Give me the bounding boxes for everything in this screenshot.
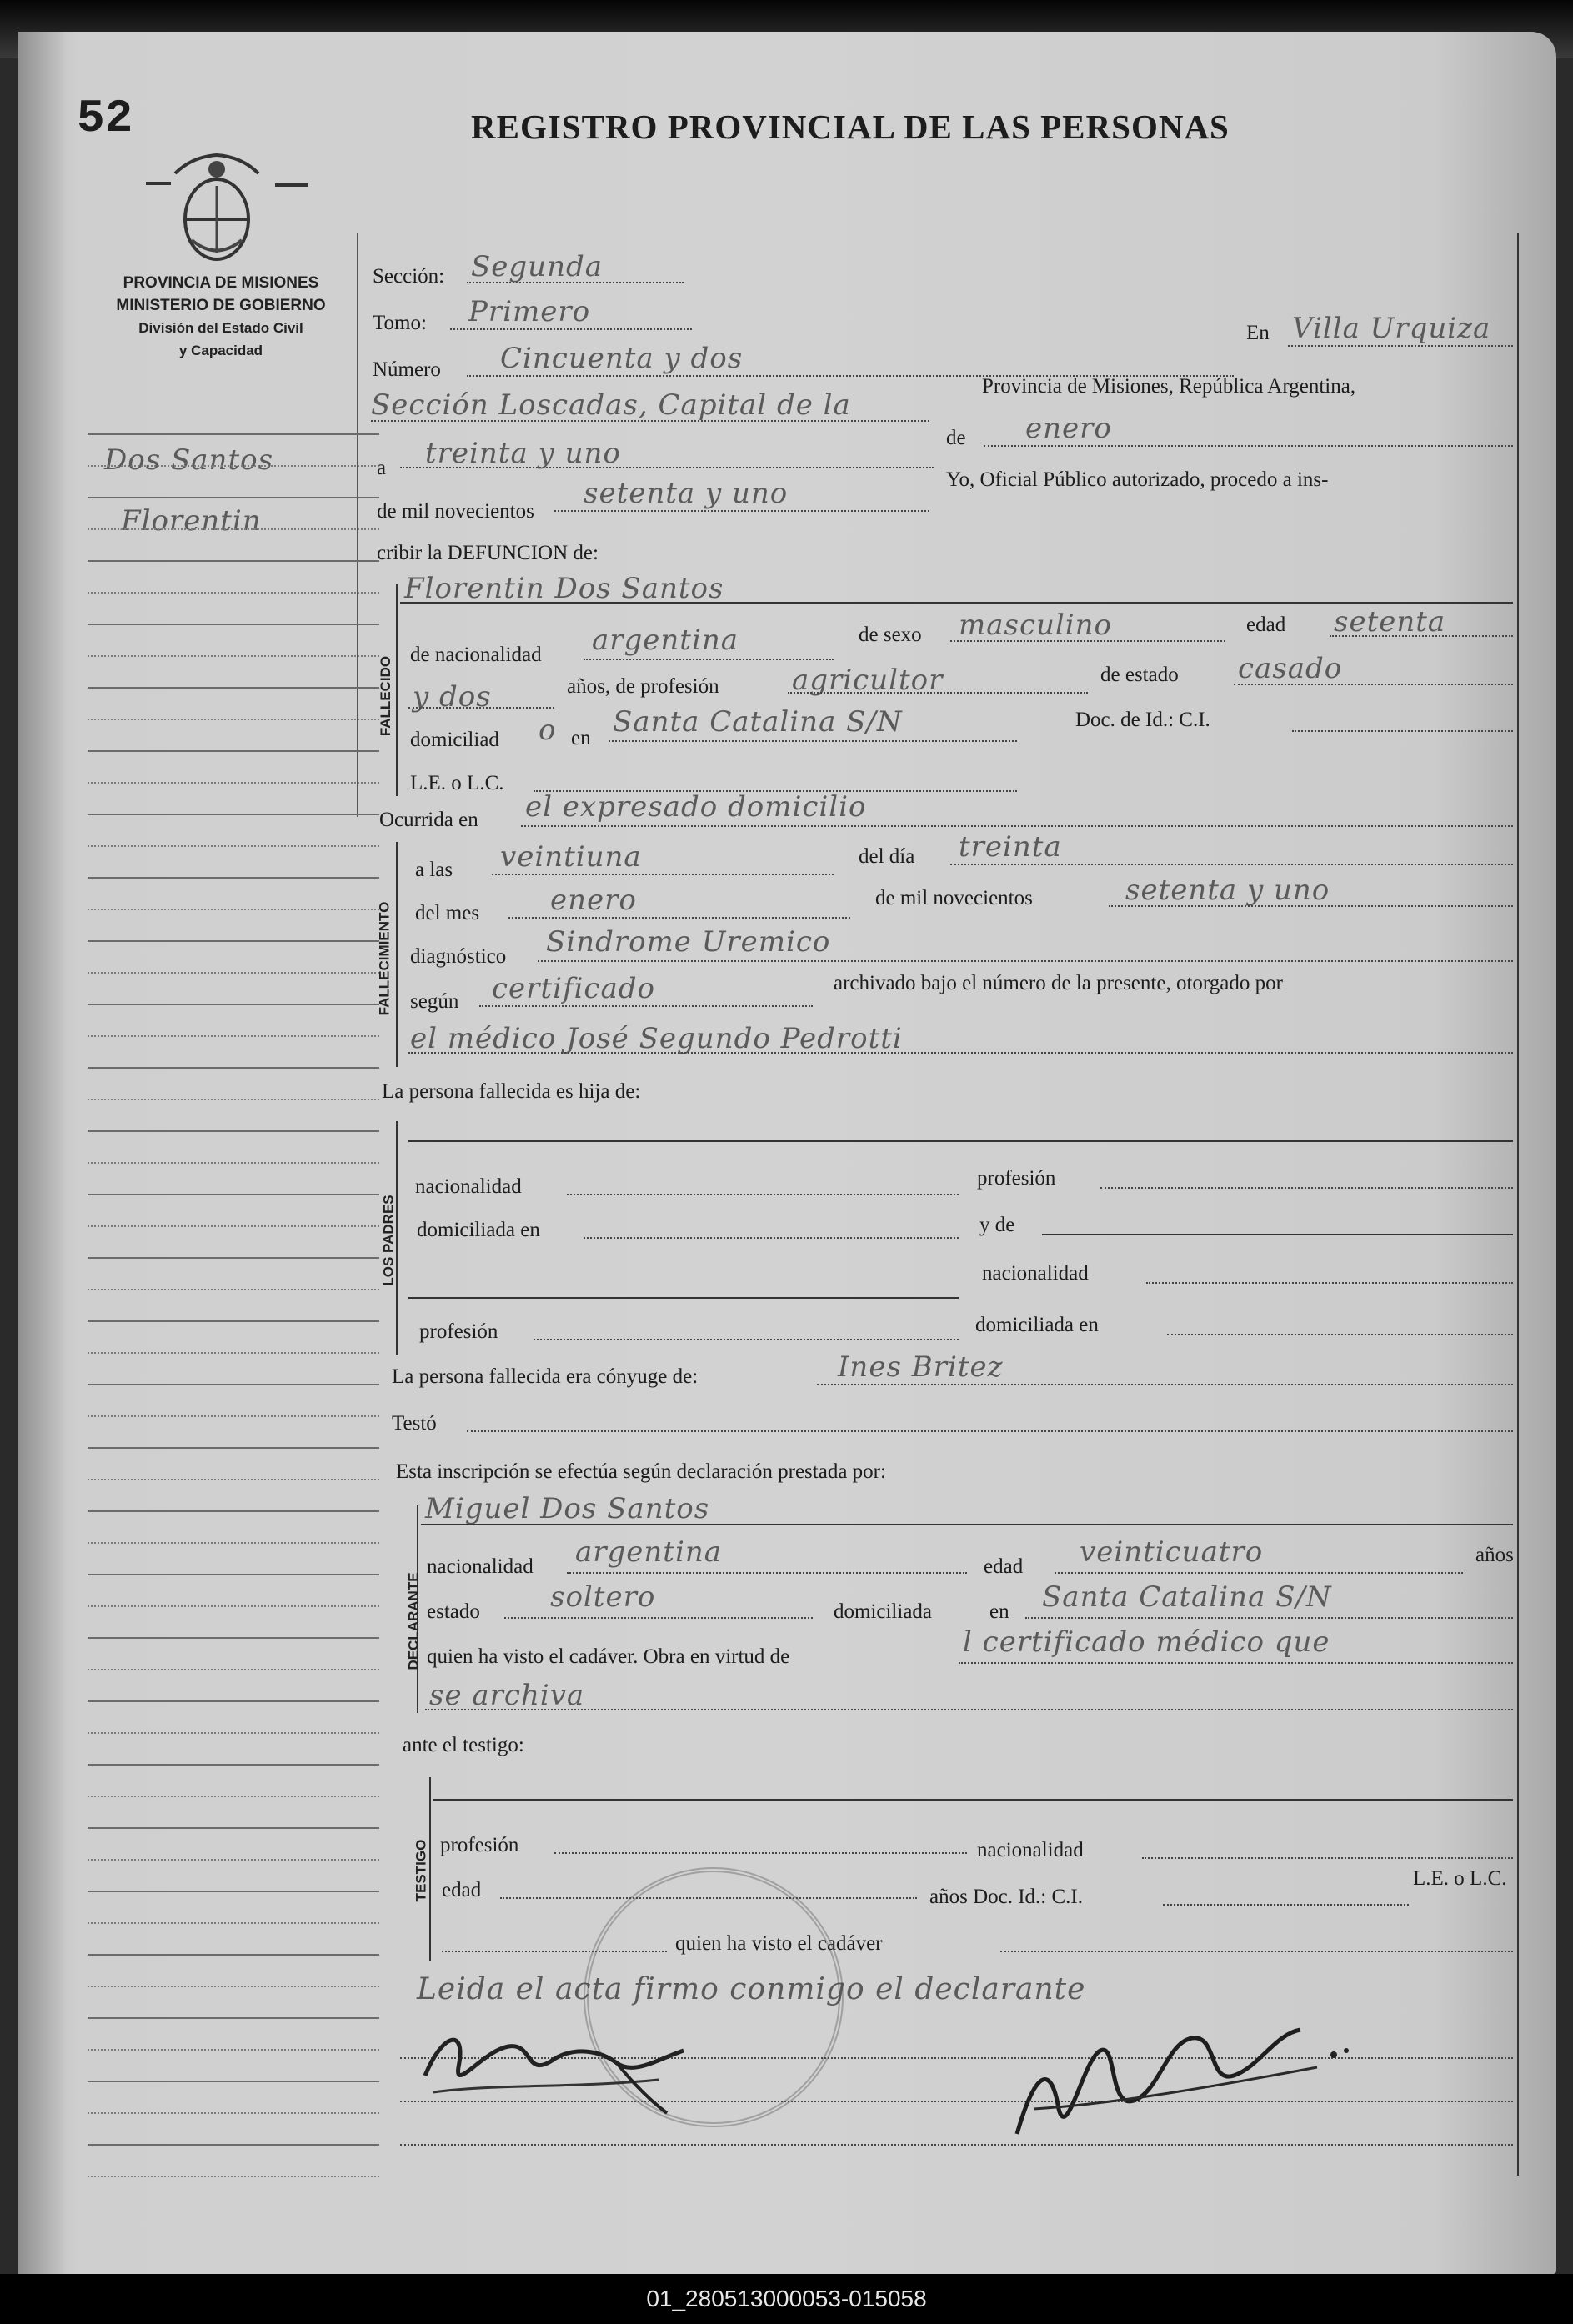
issuer-line2: MINISTERIO DE GOBIERNO [116,297,326,314]
margin-ledger-line [88,560,379,562]
label-nacionalidad: de nacionalidad [410,644,542,666]
margin-ledger-line [88,687,379,689]
margin-ledger-line [88,655,379,657]
dotline-ano [554,510,929,512]
label-seccion: Sección: [373,265,445,288]
dotline-d-estado [504,1617,813,1619]
value-leida: Leida el acta firmo conmigo el declarante [417,1972,1086,2006]
fallecido-border [396,584,398,796]
value-d-obra2: se archiva [429,1679,585,1712]
value-domiciliad-suffix: o [539,714,557,747]
value-nacionalidad: argentina [592,624,739,657]
margin-ledger-line [88,528,379,530]
label-d-visto: quien ha visto el cadáver. Obra en virtud de [427,1645,790,1668]
label-a: a [377,457,387,479]
margin-ledger-line [88,1447,379,1449]
margin-note-name: Florentin [121,504,262,538]
label-t-edad: edad [442,1879,482,1901]
label-de-mil2: de mil novecientos [875,887,1033,909]
dotline-ano-fall [1109,905,1513,907]
seal-ornament-right [275,183,308,187]
dotline-medico [408,1052,1513,1054]
label-del-mes: del mes [415,902,480,924]
side-label-declarante: DECLARANTE [405,1572,422,1670]
dotline-d-obra2 [425,1709,1513,1710]
dotline-hora [492,874,834,875]
margin-ledger-line [88,1605,379,1607]
margin-ledger-line [88,1986,379,1987]
label-ocurrida: Ocurrida en [379,809,478,831]
value-lugar: Villa Urquiza [1292,312,1491,345]
label-domiciliad: domiciliad [410,729,499,751]
value-ano: setenta y uno [584,477,789,510]
issuer-block [79,272,363,362]
dotline-edad2 [408,707,554,709]
side-label-testigo: TESTIGO [413,1839,429,1902]
label-p-nacionalidad2: nacionalidad [982,1262,1089,1285]
label-archivado: archivado bajo el número de la presente, otorgado por [834,972,1283,994]
label-cribir: cribir la DEFUNCION de: [377,542,599,564]
dotline-d-domicilio [1025,1617,1513,1619]
dotline-lugar [1288,345,1513,347]
dotline-d-edad [1055,1572,1463,1574]
dotline-t-doc [1163,1904,1409,1906]
margin-ledger-line [88,1067,379,1069]
fallecimiento-border [396,842,398,1067]
value-mes: enero [1025,412,1112,445]
dotline-p-nacionalidad [567,1194,959,1195]
margin-ledger-line [88,592,379,594]
value-d-edad: veinticuatro [1080,1535,1264,1569]
margin-ledger-line [88,1415,379,1417]
margin-ledger-line [88,1384,379,1385]
margin-ledger-line [88,2112,379,2114]
value-seccion: Segunda [471,250,604,283]
margin-ledger-line [88,1700,379,1702]
margin-ledger-line [88,1542,379,1544]
margin-ledger-line [88,750,379,752]
value-segun: certificado [492,972,655,1005]
label-d-domiciliada: domiciliada [834,1600,933,1623]
value-numero: Cincuenta y dos [500,342,744,375]
dotline-dia-fall [950,864,1513,865]
dotline-p-profesion2 [534,1339,959,1340]
label-ante: ante el testigo: [403,1734,524,1756]
label-en2: en [571,727,591,749]
dotline-domicilio [609,740,1017,742]
label-yo: Yo, Oficial Público autorizado, procedo a ins- [946,468,1329,491]
label-estado: de estado [1100,664,1179,686]
page-number: 52 [77,92,133,145]
rule-testigo [433,1799,1513,1801]
margin-ledger-line [88,1257,379,1259]
dotline-tomo [450,328,692,330]
label-p-profesion: profesión [977,1167,1056,1190]
margin-ledger-line [88,2176,379,2177]
margin-ledger-line [88,1289,379,1290]
margin-ledger-line [88,1352,379,1354]
value-medico: el médico José Segundo Pedrotti [410,1022,903,1055]
dotline-p-profesion [1100,1187,1513,1189]
dotline-mes [984,445,1513,447]
margin-ledger-line [88,1922,379,1924]
signature-declarante [408,2001,700,2126]
main-left-border [357,233,358,817]
label-tomo: Tomo: [373,312,427,334]
value-ano-fall: setenta y uno [1125,874,1330,907]
margin-ledger-line [88,877,379,879]
dotline-p-nacionalidad2 [1146,1282,1513,1284]
page-title: REGISTRO PROVINCIAL DE LAS PERSONAS [471,108,1230,146]
margin-ledger-line [88,1225,379,1227]
value-sexo: masculino [959,609,1113,642]
value-domicilio: Santa Catalina S/N [613,705,903,739]
margin-ledger-line [88,940,379,942]
margin-ledger-line [88,1891,379,1892]
right-border [1517,233,1519,2176]
value-hora: veintiuna [500,840,642,874]
value-declarante: Miguel Dos Santos [425,1492,710,1525]
side-label-padres: LOS PADRES [380,1195,397,1286]
dotline-p-domiciliada [584,1237,959,1239]
label-declaracion: Esta inscripción se efectúa según declaración prestada por: [396,1460,886,1483]
margin-ledger-line [88,1954,379,1956]
label-t-anos: años Doc. Id.: C.I. [929,1886,1083,1908]
margin-note-surname: Dos Santos [104,443,274,477]
value-d-estado: soltero [550,1580,656,1614]
dotline-dia [400,467,934,468]
dotline-profesion [788,692,1088,694]
dotline-testo [467,1430,1513,1432]
value-edad2: y dos [413,680,492,714]
issuer-line4: y Capacidad [178,343,263,358]
label-de: de [946,427,966,449]
margin-ledger-line [88,719,379,720]
issuer-line3: División del Estado Civil [138,320,303,336]
dotline-nacionalidad [584,659,834,660]
dotline-doc [1292,730,1513,732]
margin-ledger-line [88,465,379,467]
value-nombre: Florentin Dos Santos [404,572,724,605]
value-dia-fall: treinta [959,830,1062,864]
margin-ledger-line [88,1669,379,1670]
value-estado: casado [1238,652,1343,685]
margin-ledger-line [88,2049,379,2051]
value-seccion-line: Sección Loscadas, Capital de la [371,388,851,422]
value-d-domicilio: Santa Catalina S/N [1042,1580,1332,1614]
value-mes-fall: enero [550,884,637,917]
label-testo: Testó [392,1412,437,1435]
value-profesion: agricultor [792,664,944,697]
label-edad: edad [1246,614,1286,636]
label-d-edad: edad [984,1555,1024,1578]
rule-padre [408,1140,1513,1142]
dotline-segun [479,1005,813,1007]
dotline-diagnostico [538,960,1513,962]
margin-ledger-line [88,497,379,498]
margin-ledger-line [88,1099,379,1100]
label-segun: según [410,990,459,1013]
label-le-lc: L.E. o L.C. [410,772,504,794]
label-del-dia: del día [859,845,915,868]
label-p-profesion2: profesión [419,1320,498,1343]
dotline-d-nacionalidad [567,1572,967,1574]
label-t-visto: quien ha visto el cadáver [675,1932,883,1955]
dotline-estado [1234,684,1513,685]
label-p-domiciliada2: domiciliada en [975,1314,1099,1336]
value-diagnostico: Sindrome Uremico [546,925,831,959]
dotline-sexo [950,640,1225,642]
label-t-nacionalidad: nacionalidad [977,1839,1084,1861]
margin-ledger-line [88,1732,379,1734]
signature-oficial [1000,2009,1359,2159]
label-sexo: de sexo [859,624,922,646]
coat-of-arms-icon [167,148,267,273]
dotline-t-profesion [554,1852,967,1854]
rule-nombre [400,602,1513,604]
margin-ledger-line [88,1035,379,1037]
margin-ledger-line [88,2144,379,2146]
dotline-p-domiciliada2 [1167,1334,1513,1335]
label-diagnostico: diagnóstico [410,945,507,968]
margin-ledger-line [88,1320,379,1322]
dotline-t-nacionalidad [1142,1857,1513,1859]
side-label-fallecimiento: FALLECIMIENTO [376,901,393,1016]
label-p-nacionalidad: nacionalidad [415,1175,522,1198]
label-provincia: Provincia de Misiones, República Argentina, [982,375,1356,398]
label-conyuge: La persona fallecida era cónyuge de: [392,1365,699,1388]
label-t-le: L.E. o L.C. [1413,1867,1507,1890]
dotline-seccion [467,282,684,283]
margin-ledger-line [88,909,379,910]
value-ocurrida: el expresado domicilio [525,790,867,824]
margin-ledger-line [88,1162,379,1164]
margin-ledger-line [88,1859,379,1861]
dotline-conyuge [817,1384,1513,1385]
label-d-anos: años [1475,1544,1514,1566]
margin-ledger-line [88,2017,379,2019]
margin-ledger-line [88,814,379,815]
margin-ledger-line [88,1479,379,1480]
label-d-nacionalidad: nacionalidad [427,1555,534,1578]
label-p-yde: y de [979,1214,1015,1236]
margin-ledger-line [88,1510,379,1512]
dotline-d-obra [959,1662,1513,1664]
margin-ledger-line [88,1796,379,1797]
side-label-fallecido: FALLECIDO [378,655,394,737]
label-hija-de: La persona fallecida es hija de: [382,1080,641,1103]
label-doc: Doc. de Id.: C.I. [1075,709,1210,731]
rule-declarante [421,1524,1513,1525]
issuer-line1: PROVINCIA DE MISIONES [123,274,319,292]
value-edad: setenta [1334,605,1446,639]
margin-ledger-line [88,1764,379,1766]
margin-ledger-line [88,624,379,625]
margin-ledger-line [88,1130,379,1132]
label-p-domiciliada: domiciliada en [417,1219,540,1241]
value-tomo: Primero [468,295,591,328]
margin-ledger-line [88,2081,379,2082]
rule-madre [1042,1234,1513,1235]
margin-ledger-line [88,433,379,435]
footer-id: 01_280513000053-015058 [646,2286,927,2311]
margin-ledger-line [88,1194,379,1195]
label-t-profesion: profesión [440,1834,519,1856]
label-anos-prof: años, de profesión [567,675,719,698]
margin-ledger-line [88,1827,379,1829]
value-d-nacionalidad: argentina [575,1535,723,1569]
margin-ledger-line [88,1004,379,1005]
margin-ledger-line [88,845,379,847]
dotline-seccion-line [371,420,929,422]
seal-ornament-left [146,182,171,185]
label-a-las: a las [415,859,453,881]
label-d-en: en [989,1600,1009,1623]
binding-shadow [18,32,64,2274]
dotline-mes-fall [508,917,850,919]
dotline-ocurrida [521,825,1513,827]
value-dia: treinta y uno [425,437,621,470]
margin-ledger-line [88,782,379,784]
margin-ledger-line [88,1574,379,1575]
label-de-mil: de mil novecientos [377,500,534,523]
value-conyuge: Ines Britez [838,1350,1004,1384]
label-en: En [1246,322,1270,344]
margin-ledger-line [88,1637,379,1639]
value-d-obra: l certificado médico que [963,1625,1330,1659]
label-d-estado: estado [427,1600,480,1623]
rule-padre-extra [408,1297,959,1299]
label-numero: Número [373,358,441,381]
dotline-edad [1330,635,1513,637]
margin-ledger-line [88,972,379,974]
dotline-t-visto-right [1000,1951,1513,1952]
